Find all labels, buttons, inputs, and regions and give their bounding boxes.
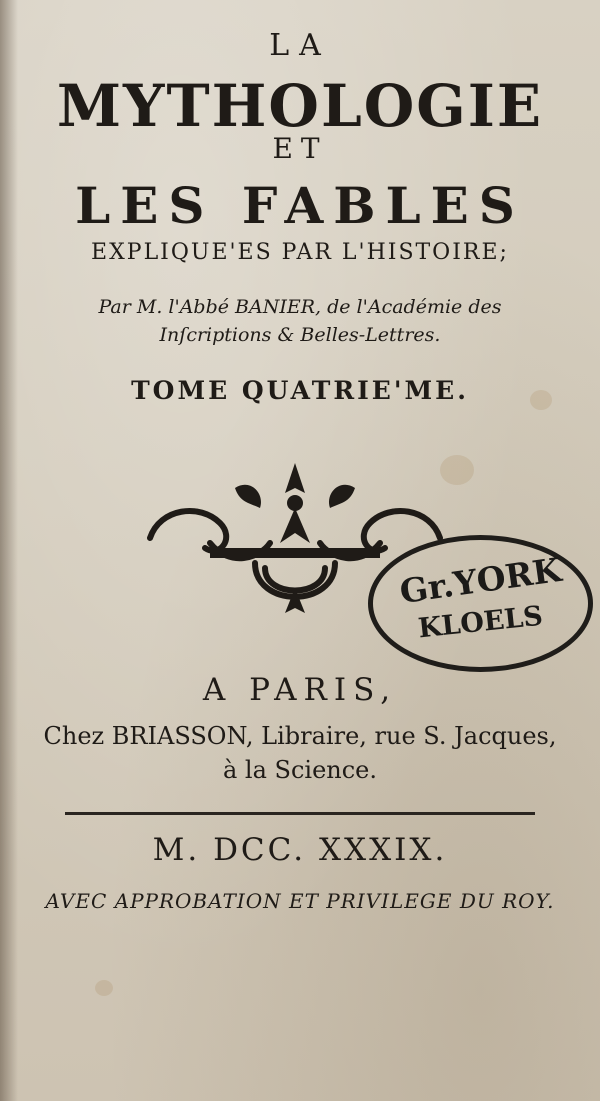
title-expliquees: EXPLIQUE'ES PAR L'HISTOIRE;	[91, 240, 509, 265]
foxing-spot	[95, 980, 113, 996]
title-mythologie: MYTHOLOGIE	[56, 72, 544, 140]
imprint-sign: à la Science.	[222, 756, 378, 784]
title-et: ET	[272, 132, 328, 165]
imprint-publisher: Chez BRIASSON, Libraire, rue S. Jacques,	[43, 722, 557, 750]
author-line-1: Par M. l'Abbé BANIER, de l'Académie des	[98, 296, 502, 318]
divider-rule	[65, 812, 535, 815]
publication-date: M. DCC. XXXIX.	[152, 832, 448, 868]
imprint-place: A PARIS,	[202, 672, 398, 708]
title-la: LA	[269, 28, 331, 63]
stamp-text-2: KLOELS	[416, 600, 545, 645]
privilege-line: AVEC APPROBATION ET PRIVILEGE DU ROY.	[45, 889, 555, 913]
volume-label: TOME QUATRIE'ME.	[131, 376, 469, 405]
title-fables: LES FABLES	[75, 176, 525, 235]
stamp-text-1: Gr.YORK	[397, 549, 564, 612]
library-stamp	[368, 535, 593, 672]
author-line-2: Inſcriptions & Belles-Lettres.	[159, 324, 441, 346]
